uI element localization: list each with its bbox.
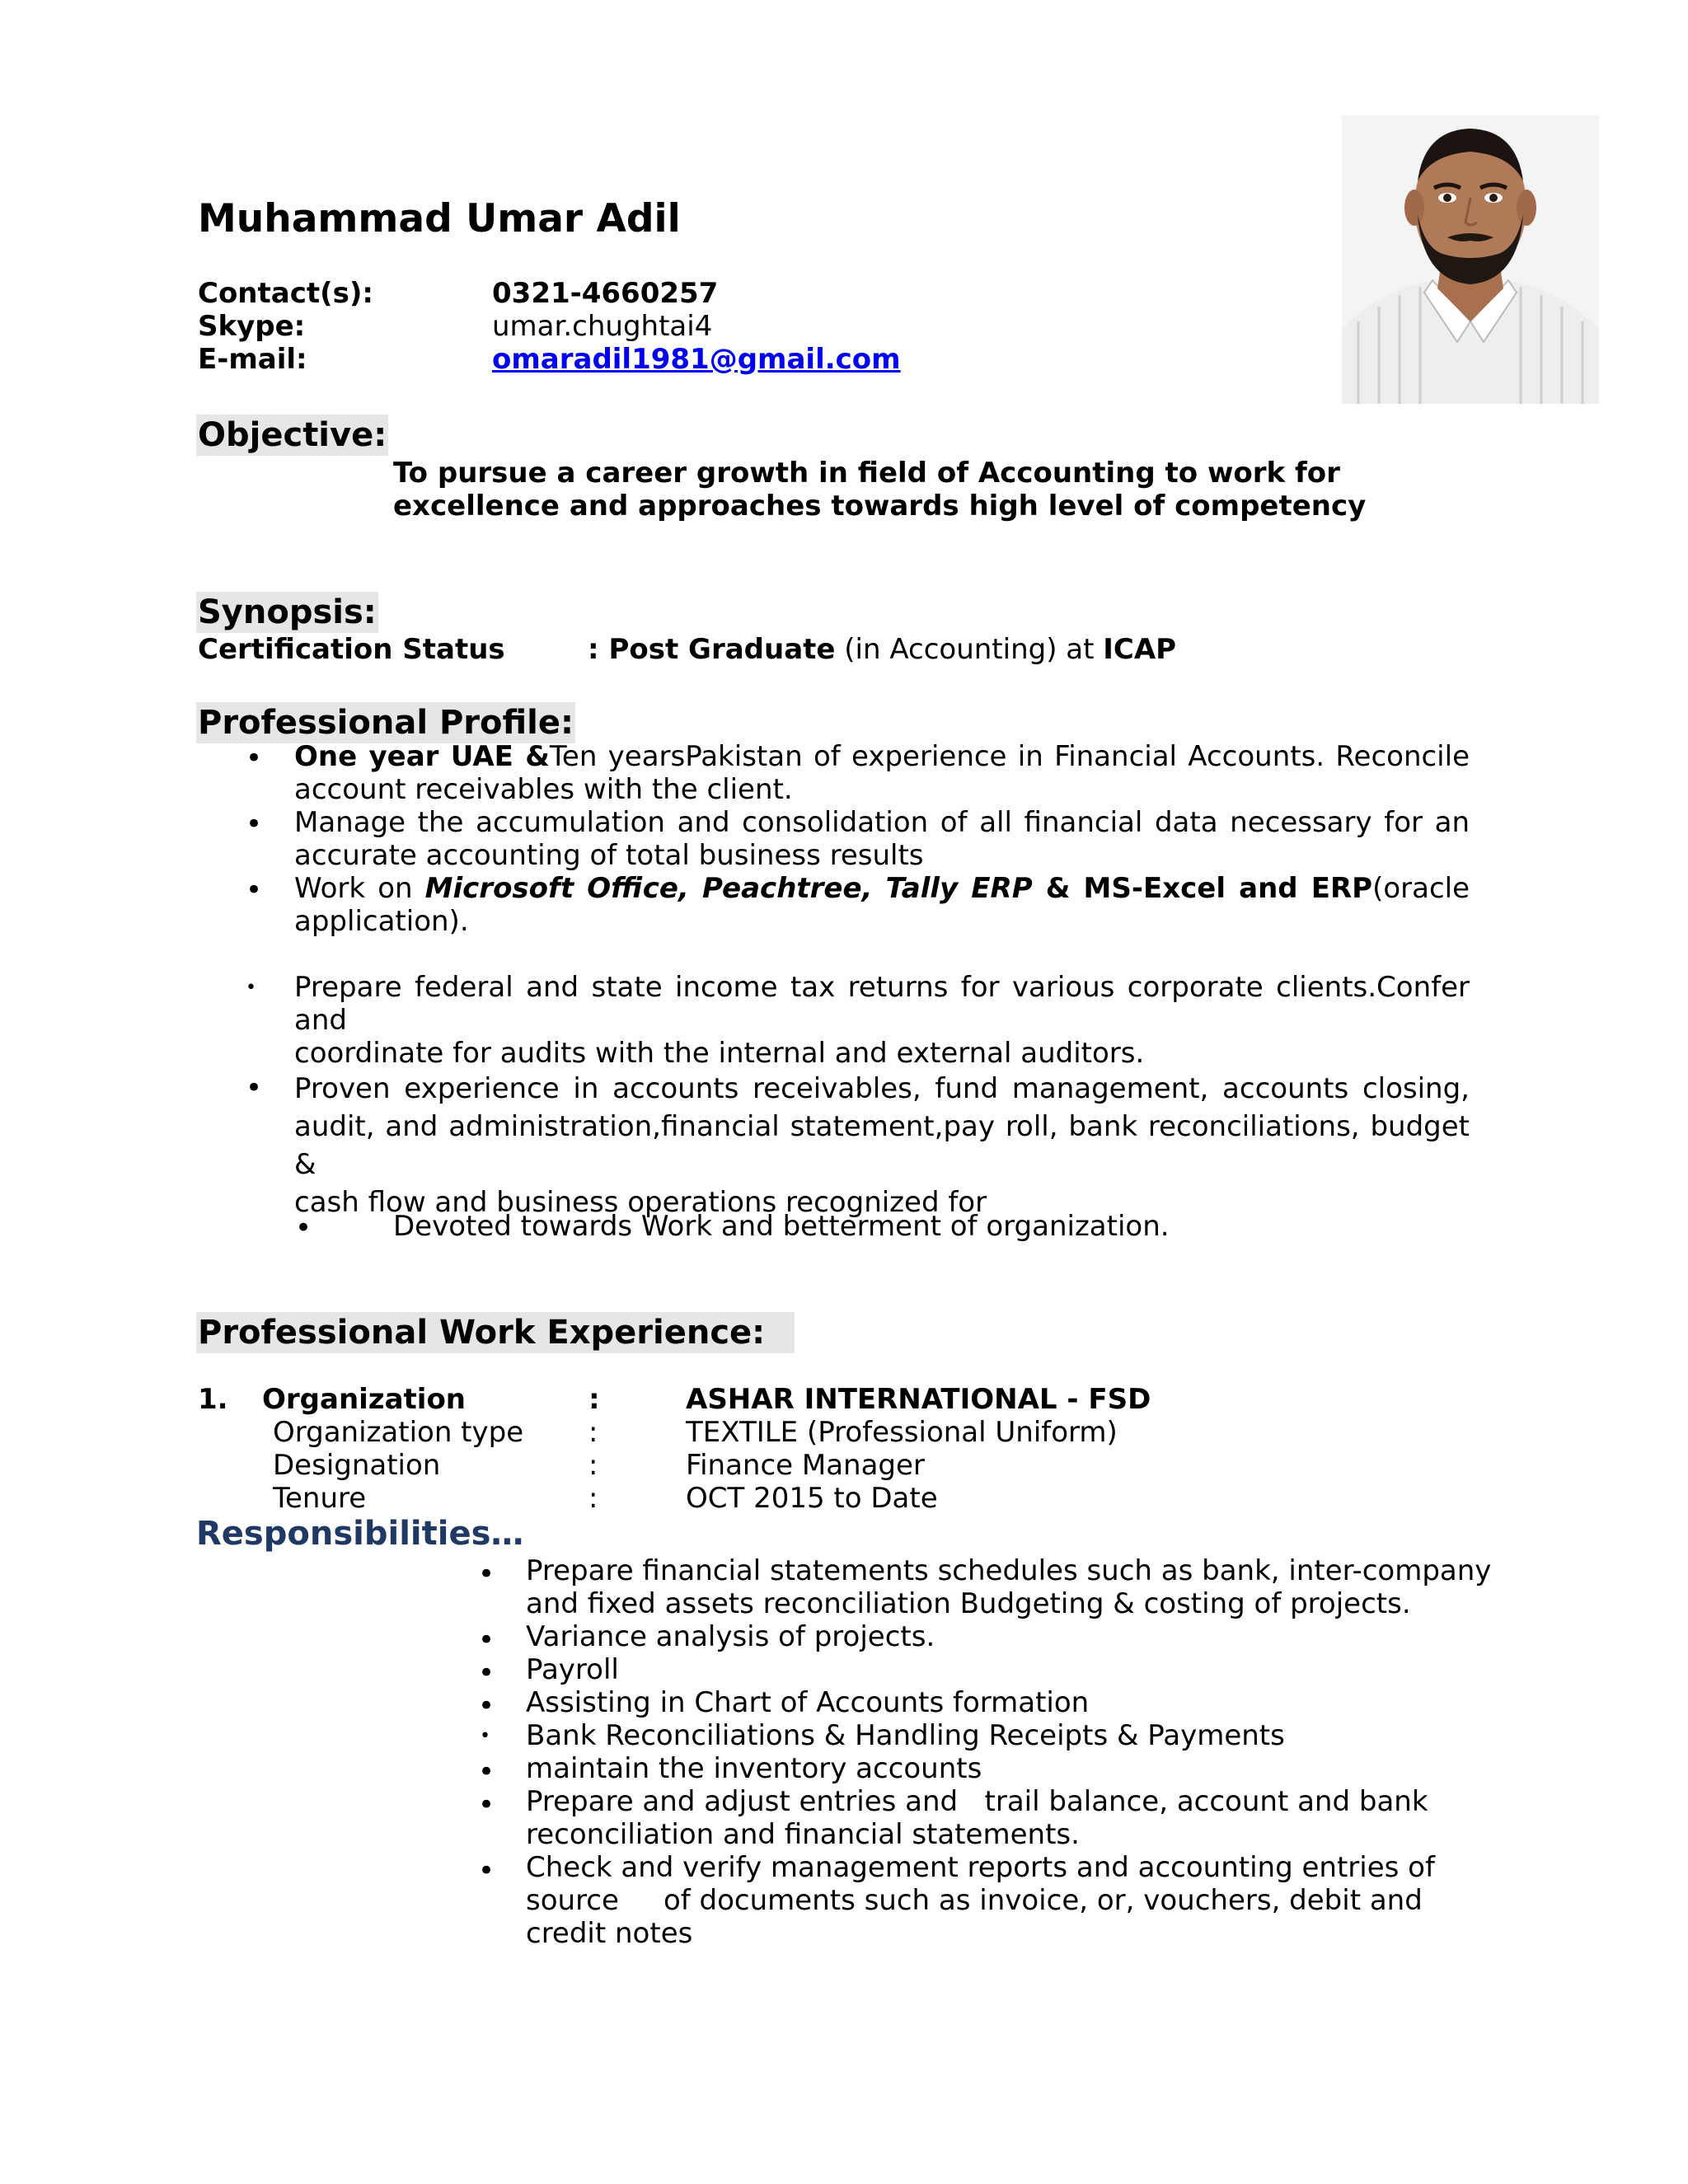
designation-label: Designation [273, 1449, 441, 1482]
organization-type-label: Organization type [273, 1416, 524, 1449]
profile-item-1: One year UAE &Ten yearsPakistan of experience in Financial Accounts. Reconcile account receivables with the client. [294, 740, 1470, 806]
responsibility-item-4: Assisting in Chart of Accounts formation [526, 1686, 1090, 1719]
bullet-icon: • [478, 1558, 495, 1591]
email-link[interactable]: omaradil1981@gmail.com [492, 343, 901, 376]
profile-item-2: Manage the accumulation and consolidation of all financial data necessary for an accurate accounting of total business results [294, 806, 1470, 872]
synopsis-heading: Synopsis: [198, 593, 377, 631]
bullet-icon: • [478, 1854, 495, 1887]
experience-heading: Professional Work Experience: [196, 1312, 795, 1353]
tenure-value: OCT 2015 to Date [686, 1482, 938, 1515]
responsibility-item-7: Prepare and adjust entries and trail balance, account and bank reconciliation and financial statements. [526, 1785, 1428, 1851]
responsibility-item-1: Prepare financial statements schedules such as bank, inter-company and fixed assets reconciliation Budgeting & costing of projects. [526, 1554, 1492, 1620]
bullet-icon: • [478, 1755, 495, 1788]
objective-line-2: excellence and approaches towards high level of competency [393, 490, 1367, 523]
certification-value: : Post Graduate (in Accounting) at ICAP [588, 633, 1177, 666]
skype-value: umar.chughtai4 [492, 310, 713, 343]
contacts-value: 0321-4660257 [492, 277, 719, 310]
responsibility-item-6: maintain the inventory accounts [526, 1752, 982, 1785]
bullet-icon: • [480, 1726, 490, 1746]
organization-label: Organization [262, 1383, 467, 1416]
designation-value: Finance Manager [686, 1449, 925, 1482]
profile-heading: Professional Profile: [198, 704, 574, 742]
objective-heading: Objective: [198, 416, 387, 454]
experience-number: 1. [198, 1383, 228, 1416]
objective-line-1: To pursue a career growth in field of Accounting to work for [393, 457, 1340, 490]
profile-item-4: Prepare federal and state income tax returns for various corporate clients.Confer and coordinate for audits with the internal and external auditors. [294, 971, 1470, 1070]
email-label: E-mail: [198, 343, 307, 376]
profile-item-6: Devoted towards Work and betterment of organization. [393, 1210, 1170, 1243]
bullet-icon: • [246, 742, 263, 775]
bullet-icon: • [478, 1788, 495, 1821]
profile-item-5: Proven experience in accounts receivables, fund management, accounts closing, audit, and administration,financial statement,pay roll, bank reconciliations, budget & cash flow and business operations recognized for [294, 1072, 1470, 1219]
colon: : [588, 1383, 600, 1416]
candidate-name: Muhammad Umar Adil [198, 196, 681, 241]
responsibility-item-8: Check and verify management reports and accounting entries of source of documents such as invoice, or, vouchers, debit and credit notes [526, 1851, 1435, 1950]
responsibilities-heading: Responsibilities… [196, 1515, 524, 1553]
bullet-icon: • [246, 808, 263, 841]
bullet-icon: • [246, 977, 256, 998]
colon: : [588, 1416, 598, 1449]
colon: : [588, 1482, 598, 1515]
responsibility-item-2: Variance analysis of projects. [526, 1620, 935, 1653]
skype-label: Skype: [198, 310, 306, 343]
bullet-icon: • [478, 1624, 495, 1657]
responsibility-item-3: Payroll [526, 1653, 619, 1686]
organization-type-value: TEXTILE (Professional Uniform) [686, 1416, 1118, 1449]
tenure-label: Tenure [273, 1482, 367, 1515]
organization-value: ASHAR INTERNATIONAL - FSD [686, 1383, 1151, 1416]
profile-photo [1342, 115, 1599, 404]
contacts-label: Contact(s): [198, 277, 374, 310]
bullet-icon: • [246, 1071, 263, 1104]
bullet-icon: • [478, 1657, 495, 1690]
bullet-icon: • [478, 1690, 495, 1722]
certification-label: Certification Status [198, 633, 505, 666]
bullet-icon: • [246, 874, 263, 907]
responsibility-item-5: Bank Reconciliations & Handling Receipts & Payments [526, 1719, 1285, 1752]
bullet-icon: • [295, 1212, 312, 1244]
profile-item-3: Work on Microsoft Office, Peachtree, Tally ERP & MS-Excel and ERP(oracle application). [294, 872, 1470, 938]
colon: : [588, 1449, 598, 1482]
